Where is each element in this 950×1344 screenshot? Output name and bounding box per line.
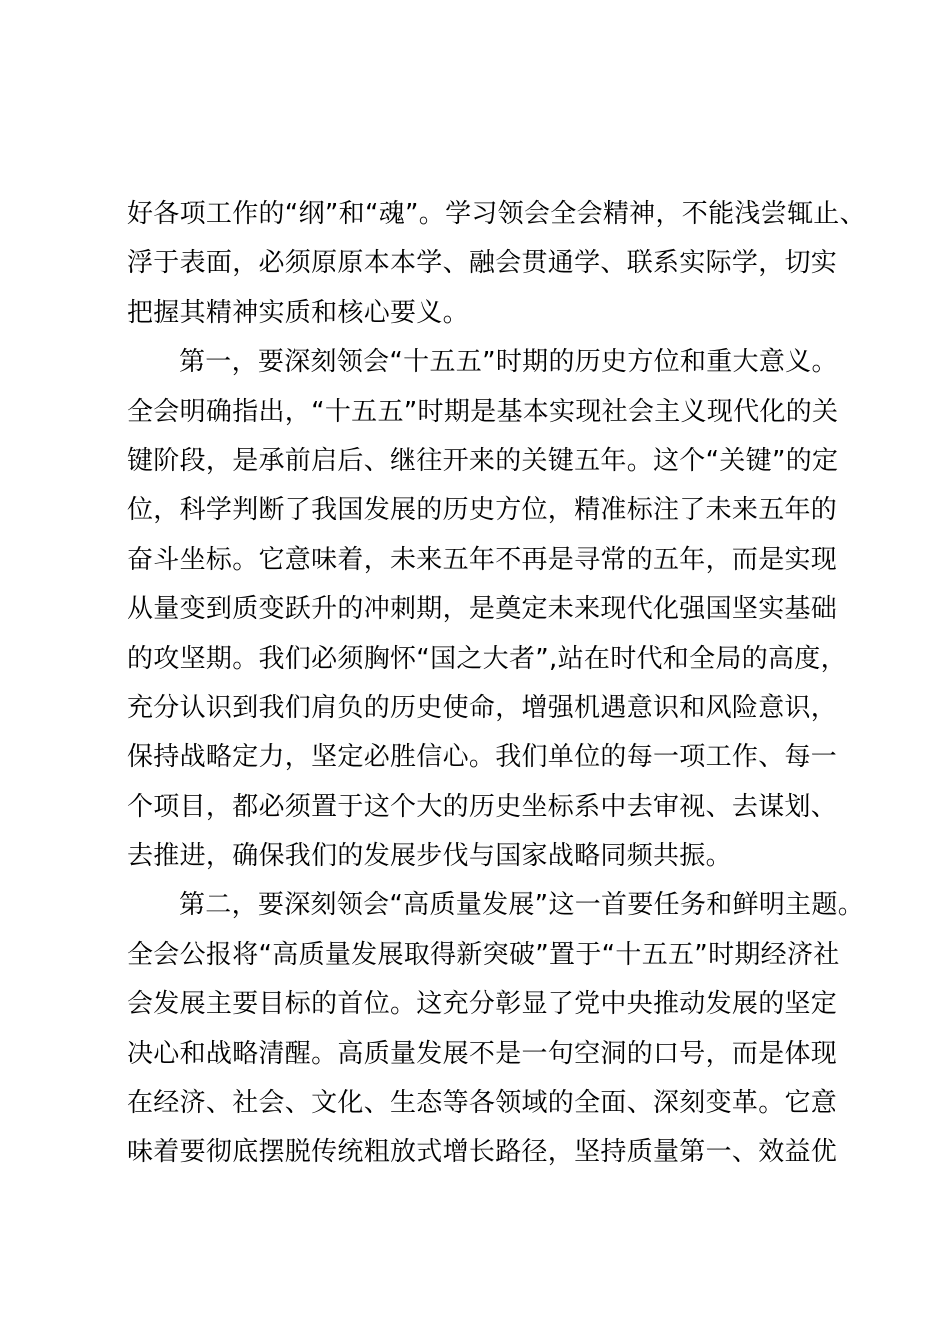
text-line: 个项目，都必须置于这个大的历史坐标系中去审视、去谋划、 [127,791,838,822]
text-line: 去推进，确保我们的发展步伐与国家战略同频共振。 [127,841,732,872]
text-line: 保持战略定力，坚定必胜信心。我们单位的每一项工作、每一 [127,742,838,773]
text-line: 决心和战略清醒。高质量发展不是一句空洞的口号，而是体现 [127,1038,838,1069]
text-line: 位，科学判断了我国发展的历史方位，精准标注了未来五年的 [127,495,838,526]
text-line: 全会公报将“高质量发展取得新突破”置于“十五五”时期经济社 [127,939,840,970]
text-line: 键阶段，是承前启后、继往开来的关键五年。这个“关键”的定 [127,445,839,476]
paragraph-first-line: 第二，要深刻领会“高质量发展”这一首要任务和鲜明主题。 [179,890,865,921]
text-line: 在经济、社会、文化、生态等各领域的全面、深刻变革。它意 [127,1088,838,1119]
text-line: 把握其精神实质和核心要义。 [127,297,469,328]
text-line: 从量变到质变跃升的冲刺期，是奠定未来现代化强国坚实基础 [127,594,838,625]
text-line: 味着要彻底摆脱传统粗放式增长路径，坚持质量第一、效益优 [127,1137,838,1168]
text-line: 的攻坚期。我们必须胸怀“国之大者”,站在时代和全局的高度， [127,643,847,674]
text-line: 充分认识到我们肩负的历史使命，增强机遇意识和风险意识， [127,692,838,723]
text-line: 好各项工作的“纲”和“魂”。学习领会全会精神，不能浅尝辄止、 [127,199,866,229]
text-line: 奋斗坐标。它意味着，未来五年不再是寻常的五年，而是实现 [127,544,838,575]
document-body [127,190,866,1178]
paragraph-first-line: 第一，要深刻领会“十五五”时期的历史方位和重大意义。 [179,347,838,378]
text-line: 浮于表面，必须原原本本学、融会贯通学、联系实际学，切实 [127,248,838,279]
text-line: 全会明确指出，“十五五”时期是基本实现社会主义现代化的关 [127,396,839,427]
text-line: 会发展主要目标的首位。这充分彰显了党中央推动发展的坚定 [127,989,838,1020]
